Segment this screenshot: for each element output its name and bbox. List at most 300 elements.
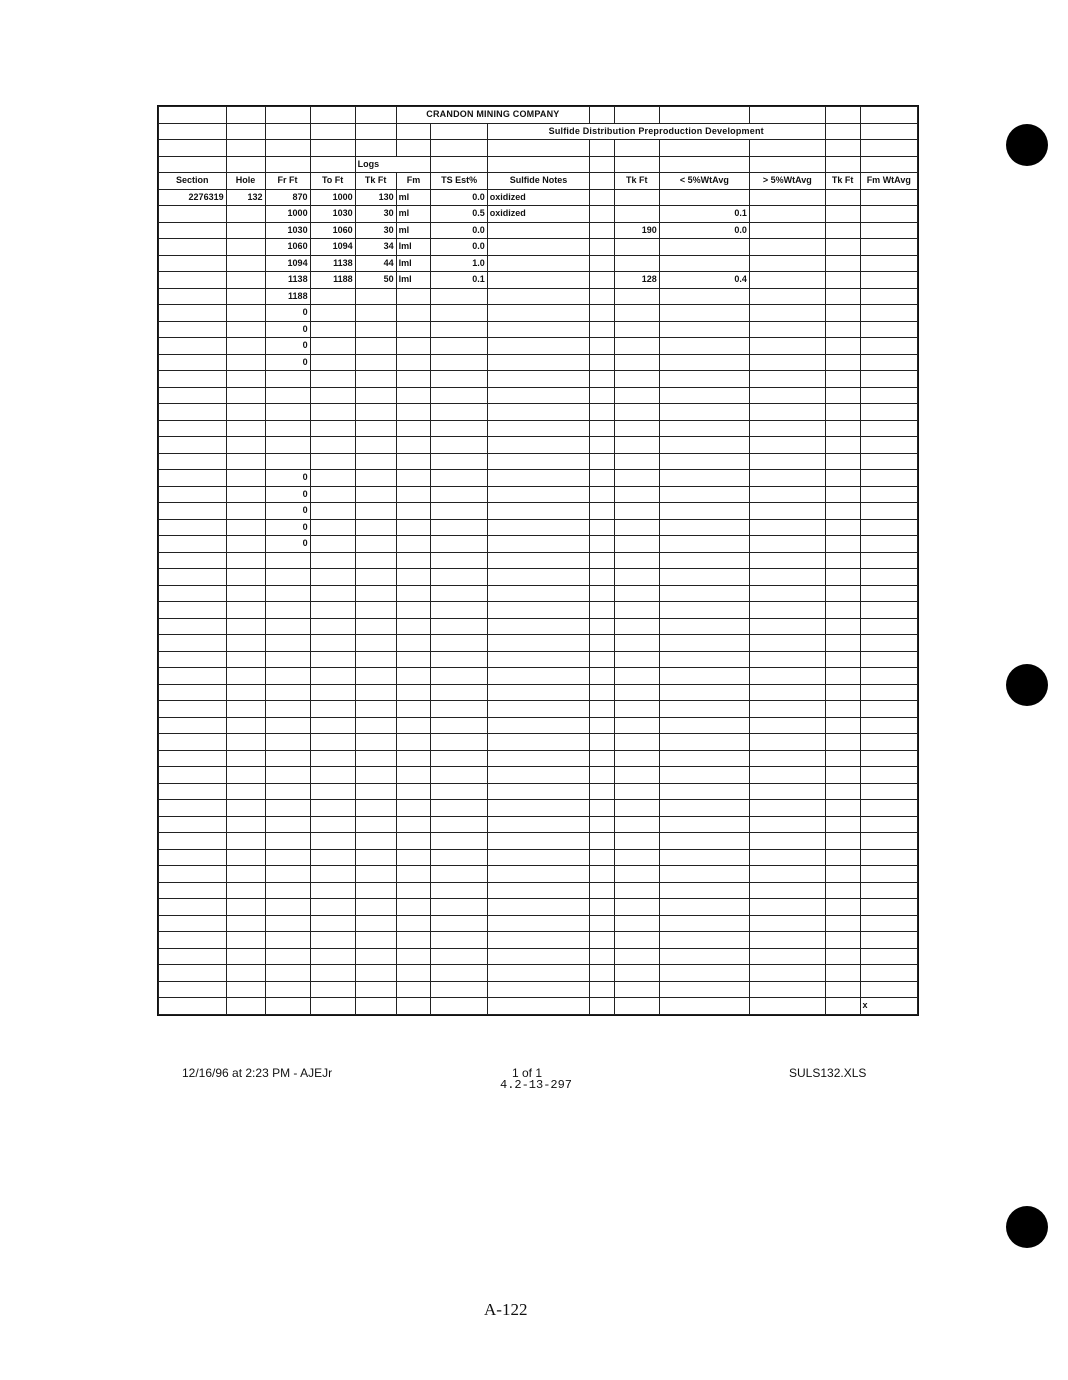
table-cell: [659, 536, 749, 553]
table-cell: [226, 668, 265, 685]
table-cell: [860, 849, 917, 866]
table-row: [159, 866, 918, 883]
table-cell: [487, 404, 589, 421]
table-cell: [860, 338, 917, 355]
column-header: TS Est%: [431, 173, 487, 190]
table-cell: [396, 305, 431, 322]
table-cell: [614, 206, 659, 223]
column-header: Tk Ft: [355, 173, 396, 190]
table-cell: [590, 899, 615, 916]
table-cell: [226, 684, 265, 701]
table-cell: [355, 569, 396, 586]
table-cell: [614, 519, 659, 536]
table-cell: [659, 635, 749, 652]
table-cell: [159, 453, 227, 470]
table-cell: [590, 998, 615, 1015]
table-cell: [226, 206, 265, 223]
table-cell: [825, 272, 860, 289]
page-label: A-122: [484, 1300, 528, 1319]
table-cell: [310, 569, 355, 586]
table-cell: [749, 503, 825, 520]
table-cell: 0.5: [431, 206, 487, 223]
table-cell: [590, 866, 615, 883]
table-cell: [590, 321, 615, 338]
table-cell: [265, 387, 310, 404]
logs-row: [159, 156, 918, 173]
table-cell: [659, 338, 749, 355]
table-cell: [659, 552, 749, 569]
table-cell: [310, 437, 355, 454]
table-cell: [860, 519, 917, 536]
table-cell: [614, 899, 659, 916]
table-cell: [614, 684, 659, 701]
table-cell: [226, 915, 265, 932]
table-cell: [431, 899, 487, 916]
table-cell: [749, 206, 825, 223]
table-cell: [590, 750, 615, 767]
table-row: [159, 338, 918, 355]
table-cell: [659, 651, 749, 668]
table-cell: [614, 849, 659, 866]
table-cell: [431, 783, 487, 800]
table-cell: [159, 272, 227, 289]
table-cell: [860, 717, 917, 734]
table-cell: lml: [396, 239, 431, 256]
table-cell: [614, 701, 659, 718]
table-cell: [590, 519, 615, 536]
table-cell: [659, 371, 749, 388]
table-cell: [431, 552, 487, 569]
table-cell: [749, 189, 825, 206]
table-cell: [487, 222, 589, 239]
table-cell: [226, 882, 265, 899]
table-cell: [860, 387, 917, 404]
table-cell: [614, 948, 659, 965]
table-cell: [590, 552, 615, 569]
table-cell: [825, 783, 860, 800]
table-cell: 128: [614, 272, 659, 289]
table-cell: [590, 948, 615, 965]
table-cell: [355, 552, 396, 569]
table-cell: [749, 717, 825, 734]
table-cell: 132: [226, 189, 265, 206]
table-cell: [226, 437, 265, 454]
table-cell: [396, 371, 431, 388]
table-cell: [590, 932, 615, 949]
table-cell: [396, 998, 431, 1015]
table-cell: [431, 519, 487, 536]
table-cell: [487, 816, 589, 833]
table-cell: [590, 602, 615, 619]
table-cell: [310, 849, 355, 866]
table-cell: [749, 948, 825, 965]
table-cell: [159, 602, 227, 619]
table-cell: 1138: [310, 255, 355, 272]
table-cell: [355, 849, 396, 866]
table-cell: [825, 552, 860, 569]
table-cell: [159, 222, 227, 239]
table-cell: [749, 305, 825, 322]
table-cell: [265, 569, 310, 586]
table-cell: [396, 437, 431, 454]
table-cell: [825, 948, 860, 965]
table-cell: [749, 684, 825, 701]
column-header: Sulfide Notes: [487, 173, 589, 190]
table-cell: [614, 717, 659, 734]
table-cell: [590, 668, 615, 685]
table-cell: [749, 536, 825, 553]
company-name: CRANDON MINING COMPANY: [396, 107, 590, 124]
table-cell: [396, 387, 431, 404]
table-cell: [431, 371, 487, 388]
table-cell: [310, 701, 355, 718]
table-cell: [614, 816, 659, 833]
table-cell: [659, 981, 749, 998]
table-cell: [860, 305, 917, 322]
table-cell: [355, 734, 396, 751]
table-cell: [659, 288, 749, 305]
table-row: [159, 470, 918, 487]
table-cell: [749, 882, 825, 899]
table-cell: [590, 849, 615, 866]
table-cell: [431, 503, 487, 520]
column-header-row: [159, 173, 918, 190]
table-row: [159, 932, 918, 949]
table-cell: [749, 354, 825, 371]
table-cell: 0.1: [659, 206, 749, 223]
table-row: [159, 222, 918, 239]
table-cell: [590, 222, 615, 239]
table-cell: [614, 618, 659, 635]
table-cell: [825, 239, 860, 256]
table-cell: [265, 849, 310, 866]
table-cell: [590, 189, 615, 206]
table-cell: [659, 899, 749, 916]
table-cell: [265, 453, 310, 470]
table-cell: [159, 552, 227, 569]
table-cell: [825, 816, 860, 833]
table-cell: [355, 635, 396, 652]
table-cell: [825, 585, 860, 602]
table-cell: [590, 882, 615, 899]
table-cell: 50: [355, 272, 396, 289]
table-cell: [396, 849, 431, 866]
table-cell: [749, 404, 825, 421]
table-cell: [265, 915, 310, 932]
table-cell: [825, 404, 860, 421]
table-cell: [159, 618, 227, 635]
table-cell: [226, 272, 265, 289]
table-cell: [226, 866, 265, 883]
table-cell: [825, 503, 860, 520]
table-cell: [590, 816, 615, 833]
table-cell: 34: [355, 239, 396, 256]
table-cell: [749, 486, 825, 503]
company-row: [159, 107, 918, 124]
table-cell: [355, 932, 396, 949]
table-cell: [226, 321, 265, 338]
table-cell: [614, 239, 659, 256]
table-cell: [355, 404, 396, 421]
table-cell: [159, 701, 227, 718]
table-cell: [159, 866, 227, 883]
table-cell: [825, 371, 860, 388]
table-cell: 1188: [310, 272, 355, 289]
table-cell: [355, 321, 396, 338]
table-cell: [265, 404, 310, 421]
table-cell: [825, 717, 860, 734]
table-cell: [487, 651, 589, 668]
table-cell: [749, 701, 825, 718]
table-cell: [310, 800, 355, 817]
table-cell: [355, 750, 396, 767]
table-cell: [159, 651, 227, 668]
table-cell: [860, 701, 917, 718]
table-cell: [659, 948, 749, 965]
column-header: Tk Ft: [614, 173, 659, 190]
report-title-row: [159, 123, 918, 140]
table-cell: [396, 321, 431, 338]
table-cell: [825, 932, 860, 949]
table-cell: [226, 602, 265, 619]
table-row: [159, 767, 918, 784]
table-row: [159, 272, 918, 289]
table-cell: [310, 321, 355, 338]
footer-filename: SULS132.XLS: [789, 1066, 867, 1080]
table-cell: [226, 948, 265, 965]
table-cell: [431, 866, 487, 883]
table-cell: [396, 569, 431, 586]
table-cell: [310, 420, 355, 437]
table-cell: [159, 668, 227, 685]
table-cell: [226, 651, 265, 668]
table-cell: [614, 486, 659, 503]
table-cell: [860, 651, 917, 668]
table-row: [159, 651, 918, 668]
table-cell: [614, 635, 659, 652]
table-cell: [226, 849, 265, 866]
table-cell: [431, 750, 487, 767]
table-cell: [487, 255, 589, 272]
table-cell: [659, 866, 749, 883]
table-cell: [226, 338, 265, 355]
table-row: [159, 635, 918, 652]
table-cell: [226, 701, 265, 718]
table-cell: [431, 651, 487, 668]
table-cell: [825, 668, 860, 685]
table-cell: [825, 750, 860, 767]
table-cell: [614, 536, 659, 553]
table-cell: [355, 965, 396, 982]
table-cell: 190: [614, 222, 659, 239]
table-cell: [590, 486, 615, 503]
table-cell: [226, 569, 265, 586]
table-cell: 130: [355, 189, 396, 206]
table-cell: [659, 849, 749, 866]
table-cell: [159, 998, 227, 1015]
table-cell: 30: [355, 206, 396, 223]
table-cell: [310, 552, 355, 569]
table-cell: [265, 437, 310, 454]
table-cell: [659, 486, 749, 503]
table-cell: [431, 833, 487, 850]
report-title: Sulfide Distribution Preproduction Development: [487, 123, 825, 140]
table-cell: [590, 288, 615, 305]
table-cell: [614, 915, 659, 932]
table-cell: [590, 437, 615, 454]
table-cell: [310, 585, 355, 602]
table-cell: [659, 453, 749, 470]
table-cell: [159, 833, 227, 850]
table-cell: [825, 222, 860, 239]
table-cell: [659, 800, 749, 817]
table-cell: [226, 354, 265, 371]
table-cell: [265, 800, 310, 817]
table-cell: [659, 404, 749, 421]
table-cell: [614, 189, 659, 206]
table-cell: [749, 833, 825, 850]
table-cell: [749, 981, 825, 998]
table-cell: 0: [265, 536, 310, 553]
table-cell: [265, 618, 310, 635]
table-cell: [749, 965, 825, 982]
table-cell: [159, 420, 227, 437]
table-cell: [355, 833, 396, 850]
table-cell: 1060: [265, 239, 310, 256]
table-cell: [310, 651, 355, 668]
table-cell: [355, 585, 396, 602]
table-cell: [355, 981, 396, 998]
table-cell: [431, 470, 487, 487]
table-cell: [590, 651, 615, 668]
table-cell: [614, 767, 659, 784]
table-cell: [310, 932, 355, 949]
table-cell: [396, 404, 431, 421]
column-header: To Ft: [310, 173, 355, 190]
table-row: [159, 486, 918, 503]
table-cell: [396, 734, 431, 751]
table-cell: [825, 635, 860, 652]
table-cell: [825, 618, 860, 635]
column-header: Section: [159, 173, 227, 190]
table-cell: [226, 222, 265, 239]
table-cell: [749, 239, 825, 256]
table-cell: [749, 222, 825, 239]
table-cell: [310, 668, 355, 685]
table-cell: [265, 948, 310, 965]
table-cell: [487, 437, 589, 454]
table-cell: [825, 338, 860, 355]
table-row: [159, 321, 918, 338]
footer-page-count: 1 of 1: [512, 1066, 543, 1080]
table-cell: [159, 981, 227, 998]
table-cell: [590, 569, 615, 586]
table-cell: 0: [265, 321, 310, 338]
table-cell: [265, 750, 310, 767]
table-cell: [487, 717, 589, 734]
table-cell: [614, 255, 659, 272]
table-cell: [396, 833, 431, 850]
table-cell: [355, 470, 396, 487]
table-cell: [590, 404, 615, 421]
table-cell: [226, 833, 265, 850]
table-cell: [226, 717, 265, 734]
table-cell: [396, 585, 431, 602]
table-cell: [265, 816, 310, 833]
table-cell: [825, 569, 860, 586]
table-row: [159, 569, 918, 586]
table-cell: [431, 717, 487, 734]
table-cell: [396, 354, 431, 371]
table-cell: [487, 552, 589, 569]
table-cell: [310, 404, 355, 421]
table-cell: [860, 552, 917, 569]
table-cell: ml: [396, 206, 431, 223]
table-cell: [749, 321, 825, 338]
table-cell: [860, 288, 917, 305]
table-cell: [590, 684, 615, 701]
table-cell: [159, 849, 227, 866]
table-cell: [431, 387, 487, 404]
table-cell: [487, 965, 589, 982]
table-cell: [431, 816, 487, 833]
table-cell: [159, 404, 227, 421]
table-cell: 1138: [265, 272, 310, 289]
table-cell: [825, 684, 860, 701]
table-cell: [487, 387, 589, 404]
table-cell: [159, 206, 227, 223]
table-cell: [487, 519, 589, 536]
table-cell: [226, 536, 265, 553]
table-cell: [825, 536, 860, 553]
table-cell: [825, 305, 860, 322]
table-cell: [749, 288, 825, 305]
table-cell: [590, 701, 615, 718]
table-cell: [749, 255, 825, 272]
table-cell: [431, 288, 487, 305]
table-cell: [614, 602, 659, 619]
table-row: [159, 453, 918, 470]
table-cell: [659, 420, 749, 437]
table-row: [159, 783, 918, 800]
table-cell: [487, 371, 589, 388]
table-row: [159, 701, 918, 718]
table-cell: [265, 684, 310, 701]
table-cell: [159, 915, 227, 932]
table-cell: [659, 585, 749, 602]
table-cell: [159, 684, 227, 701]
table-cell: 0.1: [431, 272, 487, 289]
table-cell: [749, 420, 825, 437]
table-cell: [396, 684, 431, 701]
table-cell: [355, 437, 396, 454]
table-cell: [487, 701, 589, 718]
table-cell: [226, 585, 265, 602]
table-cell: [431, 981, 487, 998]
table-cell: [590, 338, 615, 355]
table-cell: [825, 965, 860, 982]
table-cell: [860, 321, 917, 338]
table-cell: [355, 684, 396, 701]
table-cell: [659, 767, 749, 784]
table-cell: [860, 635, 917, 652]
table-cell: [226, 783, 265, 800]
table-cell: [749, 899, 825, 916]
table-cell: [355, 486, 396, 503]
table-cell: [659, 618, 749, 635]
table-cell: 1030: [310, 206, 355, 223]
table-cell: [487, 668, 589, 685]
